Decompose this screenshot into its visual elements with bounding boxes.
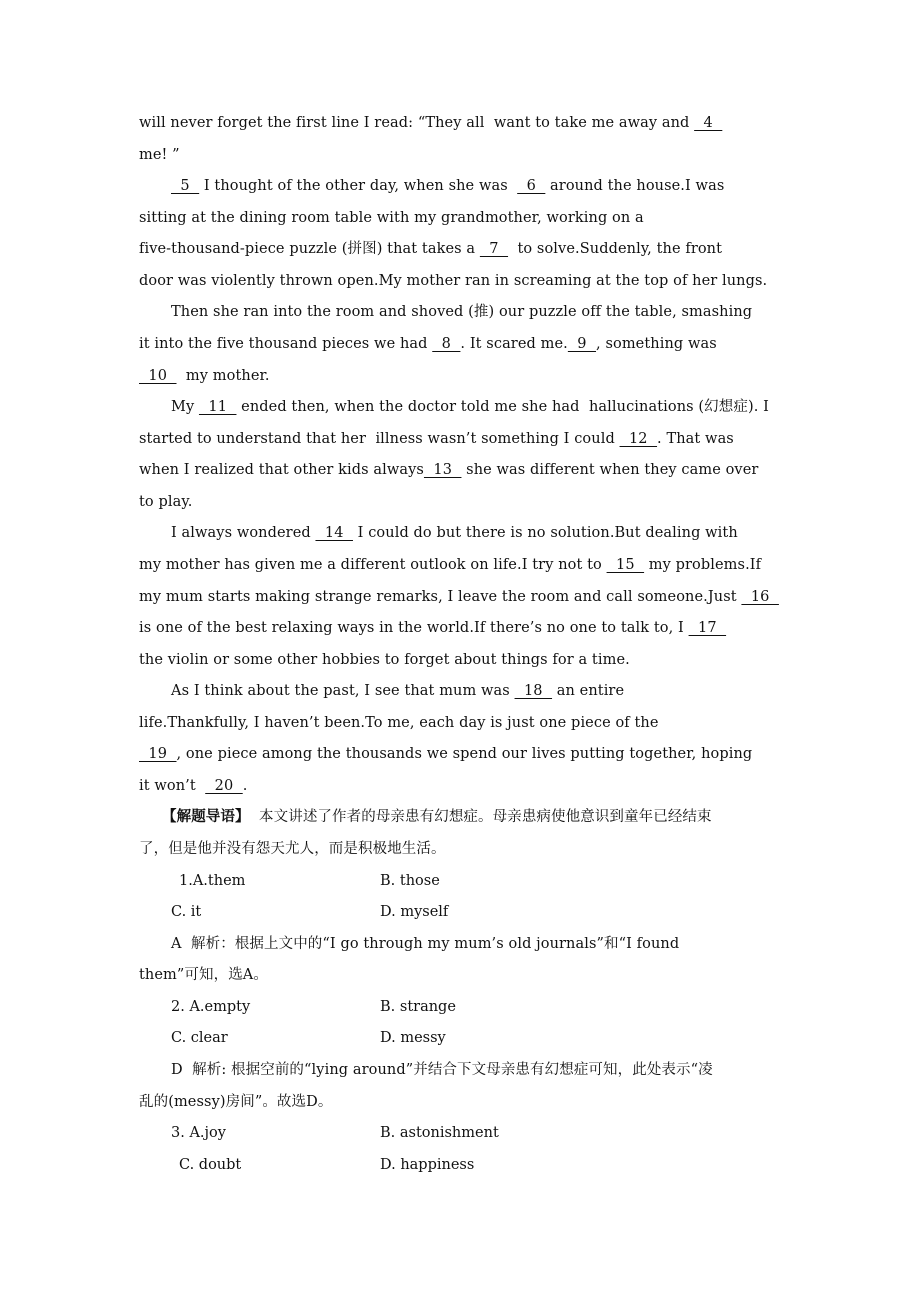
blank-4: 4: [694, 115, 723, 131]
passage-line: [139, 587, 839, 607]
passage-line: [171, 176, 871, 196]
answer-analysis-1-cont: them”可知，选A。: [139, 967, 268, 983]
passage-line: [139, 555, 839, 575]
passage-text: to play.: [139, 494, 193, 510]
passage-line: [139, 618, 839, 638]
passage-line: [171, 523, 871, 543]
passage-text: it into the five thousand pieces we had: [139, 336, 433, 352]
blank-9: 9: [567, 336, 597, 352]
passage-line: [139, 744, 839, 764]
option-3d: D. happiness: [380, 1157, 475, 1173]
passage-line: [139, 460, 839, 480]
passage-text: door was violently thrown open.My mother ran in screaming at the top of her lungs.: [139, 273, 768, 289]
option-3a: 3. A.joy: [171, 1125, 226, 1141]
passage-text: my mum starts making strange remarks, I leave the room and call someone.Just: [139, 589, 742, 605]
blank-14: 14: [315, 525, 353, 541]
passage-text: five-thousand-piece puzzle (拼图) that takes a: [139, 241, 480, 257]
option-3b: B. astonishment: [380, 1125, 499, 1141]
blank-7: 7: [479, 241, 509, 257]
option-2b: B. strange: [380, 999, 456, 1015]
passage-text: will never forget the first line I read: “They all want to take me away and: [139, 115, 695, 131]
blank-17: 17: [688, 620, 727, 636]
passage-text: . That was: [657, 431, 734, 447]
passage-text: an entire: [552, 683, 625, 699]
blank-18: 18: [514, 683, 553, 699]
passage-text: my mother.: [176, 368, 270, 384]
answer-analysis-1: A 解析：根据上文中的“I go through my mum’s old journals”和“I found: [171, 936, 680, 952]
guide-label: 【解题导语】: [162, 808, 250, 825]
option-1c: C. it: [171, 904, 202, 920]
passage-text: I thought of the other day, when she was: [199, 178, 518, 194]
passage-text: the violin or some other hobbies to forget about things for a time.: [139, 652, 630, 668]
blank-6: 6: [517, 178, 546, 194]
guide-line: [162, 807, 862, 827]
passage-text: , one piece among the thousands we spend our lives putting together, hoping: [176, 746, 753, 762]
passage-line: [171, 681, 871, 701]
passage-line: [139, 650, 839, 670]
passage-text: .: [242, 778, 248, 794]
option-1d: D. myself: [380, 904, 449, 920]
passage-text: As I think about the past, I see that mum was: [171, 683, 515, 699]
passage-text: . It scared me.: [460, 336, 568, 352]
blank-8: 8: [432, 336, 461, 352]
passage-text: My: [171, 399, 199, 415]
passage-line: [139, 492, 839, 512]
passage-text: I could do but there is no solution.But dealing with: [352, 525, 738, 541]
passage-text: it won’t: [139, 778, 206, 794]
passage-text: Then she ran into the room and shoved (推) our puzzle off the table, smashing: [171, 304, 753, 320]
option-2a: 2. A.empty: [171, 999, 251, 1015]
passage-line: [139, 366, 839, 386]
passage-line: [139, 776, 839, 796]
passage-text: around the house.I was: [545, 178, 725, 194]
option-2d: D. messy: [380, 1030, 446, 1046]
passage-text: life.Thankfully, I haven’t been.To me, each day is just one piece of the: [139, 715, 659, 731]
option-1a: 1.A.them: [179, 873, 246, 889]
passage-line: [139, 113, 839, 133]
passage-text: my mother has given me a different outlook on life.I try not to: [139, 557, 607, 573]
passage-line: [139, 713, 839, 733]
passage-line: [139, 145, 839, 165]
passage-line: [139, 271, 839, 291]
passage-line: [139, 208, 839, 228]
blank-20: 20: [205, 778, 243, 794]
passage-text: my problems.If: [644, 557, 762, 573]
passage-text: me! ”: [139, 147, 180, 163]
guide-text: 了，但是他并没有怨天尤人，而是积极地生活。: [139, 841, 446, 857]
answer-analysis-2-cont: 乱的(messy)房间”。故选D。: [139, 1094, 333, 1110]
blank-15: 15: [606, 557, 645, 573]
blank-11: 11: [198, 399, 237, 415]
passage-text: I always wondered: [171, 525, 316, 541]
passage-text: , something was: [596, 336, 717, 352]
option-2c: C. clear: [171, 1030, 228, 1046]
passage-text: started to understand that her illness wasn’t something I could: [139, 431, 620, 447]
blank-5: 5: [171, 178, 200, 194]
passage-line: [139, 239, 839, 259]
guide-text: 本文讲述了作者的母亲患有幻想症。母亲患病使他意识到童年已经结束: [249, 809, 712, 825]
option-1b: B. those: [380, 873, 440, 889]
passage-text: when I realized that other kids always: [139, 462, 424, 478]
passage-text: sitting at the dining room table with my grandmother, working on a: [139, 210, 644, 226]
passage-text: to solve.Suddenly, the front: [508, 241, 723, 257]
blank-12: 12: [619, 431, 658, 447]
passage-text: she was different when they came over: [461, 462, 759, 478]
blank-10: 10: [139, 368, 177, 384]
guide-line: [139, 839, 839, 859]
passage-text: is one of the best relaxing ways in the world.If there’s no one to talk to, I: [139, 620, 689, 636]
blank-16: 16: [741, 589, 779, 605]
passage-line: [171, 397, 871, 417]
passage-line: [139, 429, 839, 449]
option-3c: C. doubt: [179, 1157, 242, 1173]
blank-13: 13: [423, 462, 462, 478]
blank-19: 19: [139, 746, 177, 762]
passage-line: [171, 302, 871, 322]
answer-analysis-2: D 解析: 根据空前的“lying around”并结合下文母亲患有幻想症可知，此处表示“凌: [171, 1062, 713, 1078]
passage-text: ended then, when the doctor told me she had hallucinations (幻想症). I: [236, 399, 769, 415]
passage-line: [139, 334, 839, 354]
